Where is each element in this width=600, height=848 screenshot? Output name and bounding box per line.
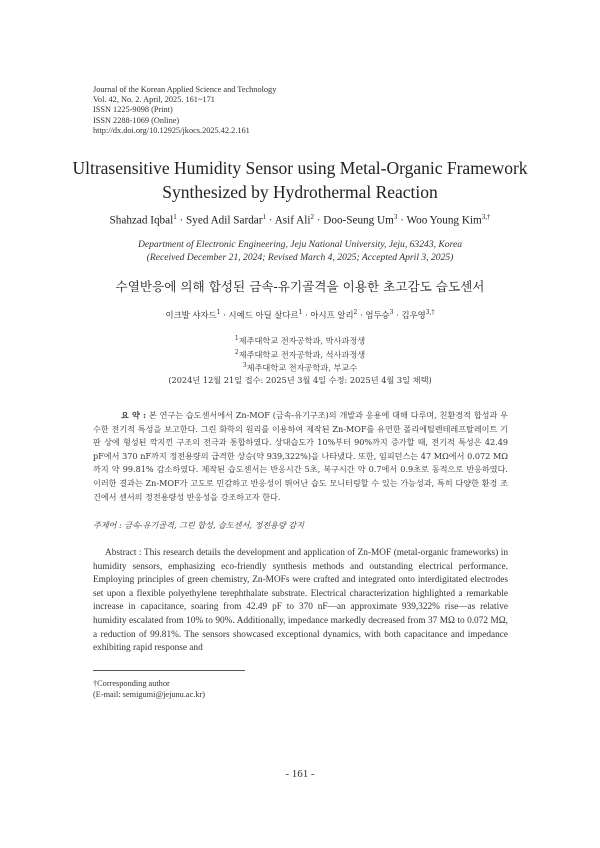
korean-author-name: 이크발 샤자드: [165, 310, 217, 320]
author-list: [0, 213, 600, 227]
paper-title-line-2: Synthesized by Hydrothermal Reaction: [162, 182, 438, 202]
author-affiliation-mark: 1: [216, 309, 221, 317]
paper-title-line-1: Ultrasensitive Humidity Sensor using Metal-Organic Framework: [72, 158, 528, 178]
author-name: Syed Adil Sardar: [186, 214, 263, 227]
author-name: Woo Young Kim: [406, 214, 482, 227]
affiliation-text: 제주대학교 전자공학과, 석사과정생: [238, 349, 366, 360]
author-name: Asif Ali: [274, 214, 311, 227]
korean-affiliation: [0, 333, 600, 386]
author-affiliation-mark: 1: [262, 213, 266, 221]
journal-info: [93, 85, 276, 136]
author-separator: ·: [176, 214, 187, 227]
korean-abstract-text: 본 연구는 습도센서에서 Zn-MOF (금속-유기구조)의 개발과 응용에 대해 다루며, 친환경적 합성과 우수한 전기적 특성을 보고한다. 그린 화학의 원리를 이용하여 제작된 Zn-MOF를 유연한 폴리에틸렌테레프탈레이트 기판 상에 형성된 깍지낀 구조의 전극과 통합하였다. 상대습도가 10%부터 90%까지 증가할 때, 전기적 특성은 42.49 pF에서 370 nF까지 정전용량의 급격한 상승(약 939,322%)을 나타냈다. 또한, 임피던스는 47 MΩ에서 0.072 MΩ까지 약 99.81% 감소하였다. 제작된 습도센서는 반응시간 5초, 복구시간 약 0.7에서 0.9초로 동적으로 반응하였다. 이러한 결과는 Zn-MOF가 고도로 민감하고 반응성이 뛰어난 습도 모니터링할 수 있는 가능성과, 특히 다양한 환경 조건에서 센서의 정전용량성 반응성을 강조하고자 한다.: [93, 410, 509, 502]
korean-author-name: 아시프 알리: [310, 310, 354, 320]
journal-issn-print: ISSN 1225-9098 (Print): [93, 105, 173, 115]
footnote: [93, 678, 205, 700]
korean-affiliation-line: [0, 347, 600, 361]
paper-title: [0, 156, 600, 204]
author-name: Doo-Seung Um: [323, 214, 394, 227]
author-affiliation-mark: 3,†: [481, 213, 491, 221]
korean-abstract: [93, 409, 508, 504]
author-affiliation-mark: 2: [310, 213, 314, 221]
affiliation-mark: 3: [242, 362, 247, 370]
affiliation-dates: (Received December 21, 2024; Revised March 4, 2025; Accepted April 3, 2025): [146, 252, 454, 263]
author-affiliation-mark: 3,†: [425, 309, 435, 317]
journal-volume: Vol. 42, No. 2. April, 2025. 161~171: [93, 95, 215, 105]
korean-keywords: 주제어 : 금속-유기골격, 그린 합성, 습도센서, 정전용량 감지: [93, 520, 305, 530]
author-separator: ·: [266, 214, 275, 227]
author-separator: ·: [397, 214, 407, 227]
author-affiliation-mark: 1: [173, 213, 177, 221]
korean-author-name: 엄두승: [365, 310, 390, 320]
author-affiliation-mark: 3: [389, 309, 394, 317]
affiliation: [0, 238, 600, 264]
korean-author-name: 김우영: [401, 310, 426, 320]
korean-abstract-label: 요 약 :: [121, 410, 146, 420]
affiliation-department: Department of Electronic Engineering, Jeju National University, Jeju, 63243, Korea: [137, 239, 463, 250]
korean-dates: (2024년 12월 21일 접수: 2025년 3월 4일 수정: 2025년 4월 3일 채택): [168, 375, 432, 386]
korean-author-list: [0, 309, 600, 321]
footnote-divider: [93, 670, 245, 671]
affiliation-text: 제주대학교 전자공학과, 부교수: [246, 363, 358, 374]
affiliation-text: 제주대학교 전자공학과, 박사과정생: [238, 335, 366, 346]
journal-doi-link[interactable]: http://dx.doi.org/10.12925/jkocs.2025.42.2.161: [93, 125, 250, 135]
abstract-text: This research details the development and application of Zn-MOF (metal-organic frameworks) in humidity sensors, emphasizing eco-friendly synthesis methods and outstanding electrical performance. Employing principles of green chemistry, Zn-MOFs were crafted and integrated onto interdigitated electrodes set upon a flexible polyethylene terephthalate substrate. Electrical characterization highlighted a remarkable increase in capacitance, soaring from 42.49 pF to 370 nF—an approximate 939,322% rise—as relative humidity escalated from 10% to 90%. Additionally, impedance markedly decreased from 37 MΩ to 0.072 MΩ, a reduction of 99.81%. The sensors showcased exceptional dynamics, with both capacitance and impedance exhibiting rapid response and: [93, 548, 509, 654]
journal-issn-online: ISSN 2288-1069 (Online): [93, 115, 180, 125]
author-separator: ·: [393, 310, 402, 320]
journal-name: Journal of the Korean Applied Science and Technology: [93, 85, 277, 94]
korean-affiliation-line: [0, 360, 600, 374]
english-abstract: [93, 547, 508, 656]
korean-author-name: 시예드 아딜 살다르: [228, 310, 299, 320]
author-separator: ·: [302, 310, 311, 320]
korean-title: 수열반응에 의해 합성된 금속-유기골격을 이용한 초고감도 습도센서: [115, 279, 485, 294]
page-number: - 161 -: [285, 768, 315, 780]
corresponding-author-note: †Corresponding author: [93, 679, 170, 688]
author-affiliation-mark: 3: [393, 213, 398, 221]
abstract-label: Abstract :: [105, 548, 142, 558]
corresponding-email: (E-mail: semigumi@jejunu.ac.kr): [93, 690, 206, 699]
author-separator: ·: [220, 310, 229, 320]
author-affiliation-mark: 2: [353, 309, 358, 317]
author-name: Shahzad Iqbal: [109, 214, 174, 227]
author-separator: ·: [313, 214, 324, 227]
korean-affiliation-line: [0, 333, 600, 347]
author-separator: ·: [357, 310, 366, 320]
affiliation-mark: 1: [234, 335, 239, 342]
author-affiliation-mark: 1: [298, 309, 303, 317]
affiliation-mark: 2: [234, 348, 239, 356]
